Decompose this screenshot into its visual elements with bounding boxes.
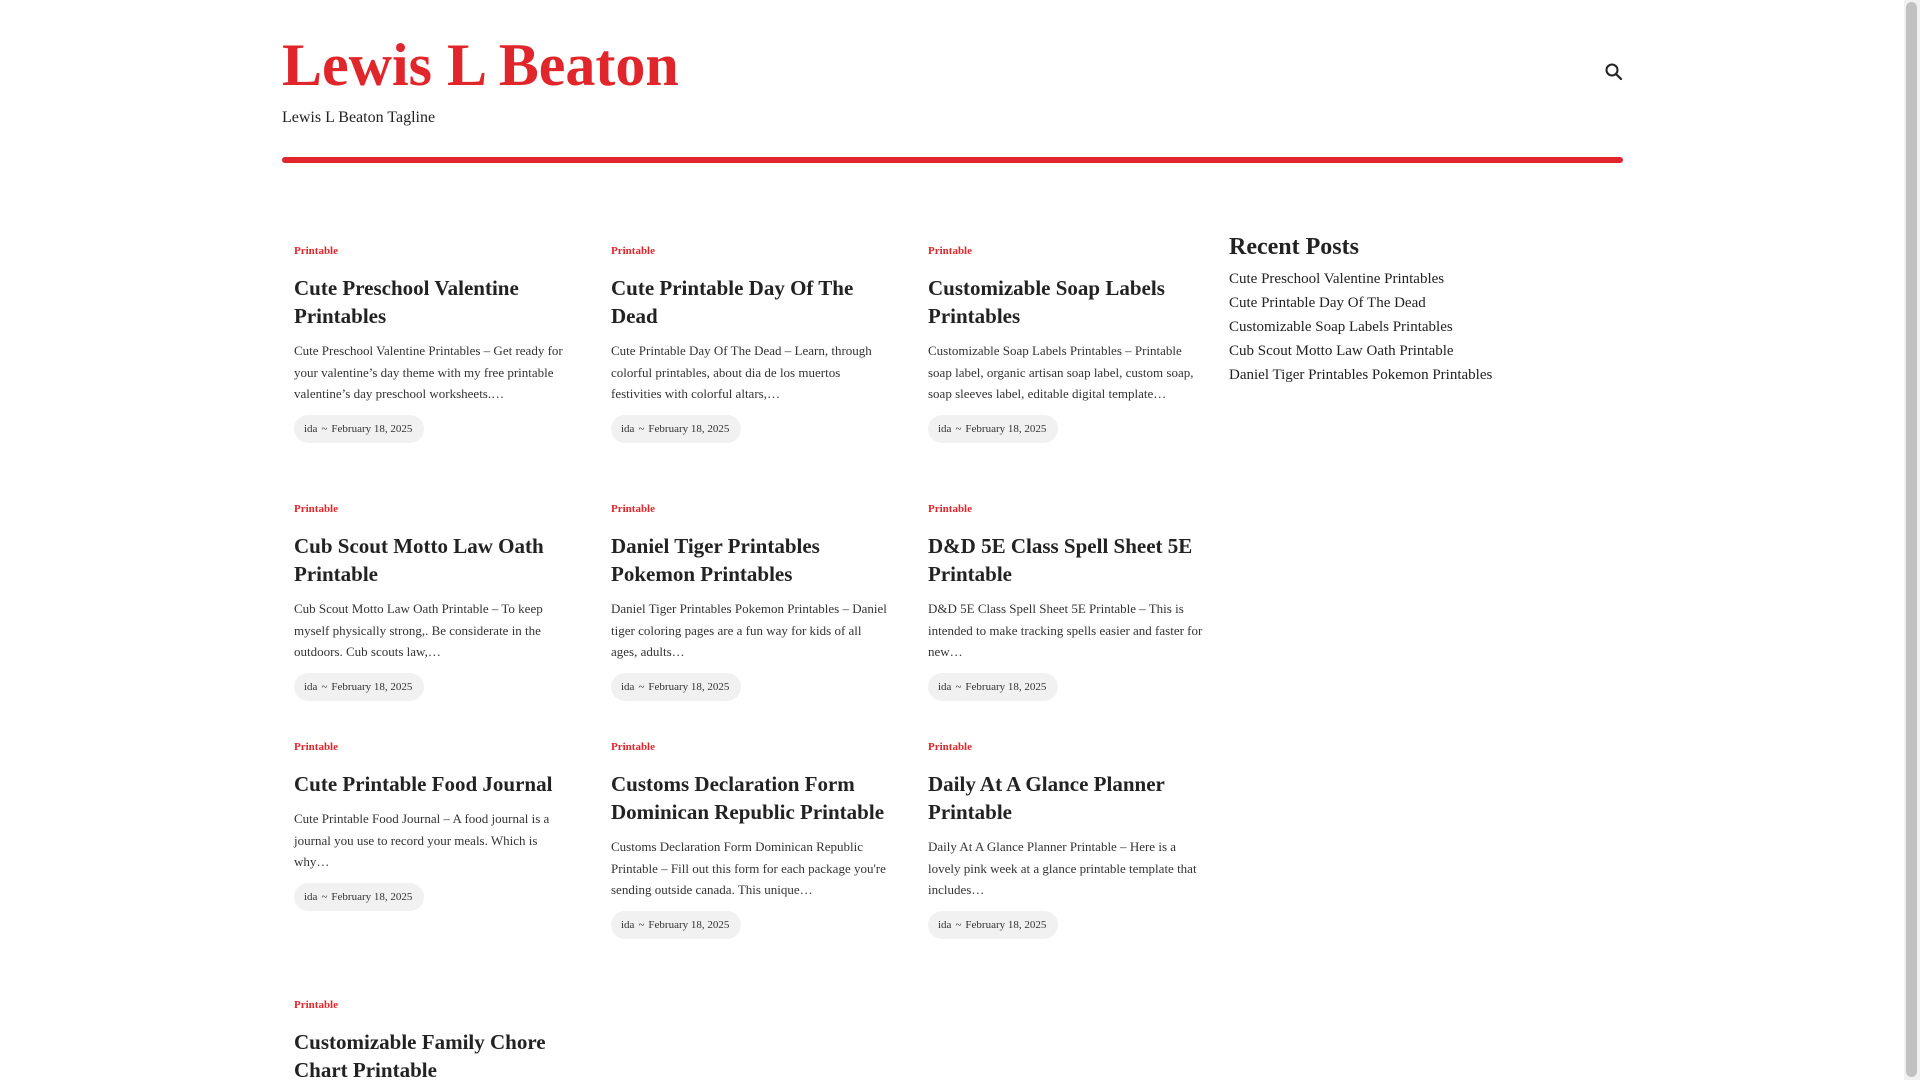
scrollbar-thumb[interactable] (1906, 2, 1917, 1077)
post-date[interactable]: February 18, 2025 (331, 422, 413, 435)
separator-icon: ~ (955, 422, 962, 435)
post-excerpt: Customizable Soap Labels Printables – Printable soap label, organic artisan soap label, custom soap, soap sleeves label, editable digital template… (928, 343, 1194, 401)
post-meta (294, 673, 424, 701)
post-category[interactable]: Printable (928, 245, 972, 257)
post-category[interactable]: Printable (294, 999, 338, 1011)
post-category[interactable]: Printable (928, 503, 972, 515)
post-category[interactable]: Printable (611, 741, 655, 753)
header-divider (282, 157, 1623, 163)
post-meta (611, 911, 741, 939)
post-author[interactable]: ida (621, 918, 635, 931)
separator-icon: ~ (638, 422, 645, 435)
post-meta (928, 911, 1058, 939)
post-excerpt: Customs Declaration Form Dominican Republic Printable – Fill out this form for each package you're sending outside canada. This unique… (611, 839, 886, 897)
post-excerpt: D&D 5E Class Spell Sheet 5E Printable – This is intended to make tracking spells easier and faster for new… (928, 601, 1203, 659)
post-meta (611, 673, 741, 701)
separator-icon: ~ (955, 680, 962, 693)
post-date[interactable]: February 18, 2025 (331, 680, 413, 693)
post-excerpt: Cute Printable Food Journal – A food journal is a journal you use to record your meals. Which is why… (294, 811, 550, 869)
post-card (928, 502, 1206, 701)
post-title[interactable]: Cute Preschool Valentine Printables (294, 276, 519, 328)
post-title[interactable]: Cute Printable Food Journal (294, 772, 553, 796)
post-card (611, 244, 889, 443)
recent-post-link[interactable]: Cute Printable Day Of The Dead (1229, 295, 1426, 311)
post-title[interactable]: D&D 5E Class Spell Sheet 5E Printable (928, 534, 1193, 586)
separator-icon: ~ (321, 680, 328, 693)
post-card (294, 244, 572, 443)
post-author[interactable]: ida (938, 422, 952, 435)
post-title[interactable]: Customizable Family Chore Chart Printable (294, 1030, 546, 1082)
post-category[interactable]: Printable (611, 503, 655, 515)
post-excerpt: Daily At A Glance Planner Printable – Here is a lovely pink week at a glance printable template that includes… (928, 839, 1197, 897)
post-date[interactable]: February 18, 2025 (965, 918, 1047, 931)
post-card (928, 740, 1206, 939)
post-meta (294, 883, 424, 911)
post-meta (611, 415, 741, 443)
post-excerpt: Cute Printable Day Of The Dead – Learn, through colorful printables, about dia de los muertos festivities with colorful altars,… (611, 343, 872, 401)
post-excerpt: Cub Scout Motto Law Oath Printable – To keep myself physically strong,. Be considerate in the outdoors. Cub scouts law,… (294, 601, 543, 659)
post-excerpt: Cute Preschool Valentine Printables – Get ready for your valentine’s day theme with my free printable valentine’s day preschool worksheets.… (294, 343, 563, 401)
site-tagline: Lewis L Beaton Tagline (282, 109, 436, 126)
post-category[interactable]: Printable (611, 245, 655, 257)
post-category[interactable]: Printable (928, 741, 972, 753)
post-author[interactable]: ida (304, 680, 318, 693)
post-date[interactable]: February 18, 2025 (965, 422, 1047, 435)
separator-icon: ~ (955, 918, 962, 931)
post-card (294, 502, 572, 701)
post-card (611, 740, 889, 939)
post-date[interactable]: February 18, 2025 (331, 890, 413, 903)
search-icon[interactable] (1604, 62, 1624, 82)
recent-posts-widget (1229, 231, 1549, 387)
post-author[interactable]: ida (938, 680, 952, 693)
separator-icon: ~ (321, 890, 328, 903)
post-title[interactable]: Cute Printable Day Of The Dead (611, 276, 854, 328)
post-meta (294, 415, 424, 443)
post-date[interactable]: February 18, 2025 (965, 680, 1047, 693)
post-card (294, 998, 572, 1084)
recent-post-link[interactable]: Cute Preschool Valentine Printables (1229, 271, 1445, 287)
post-author[interactable]: ida (304, 890, 318, 903)
post-date[interactable]: February 18, 2025 (648, 422, 730, 435)
recent-posts-list (1229, 267, 1549, 387)
separator-icon: ~ (638, 680, 645, 693)
post-title[interactable]: Daily At A Glance Planner Printable (928, 772, 1165, 824)
separator-icon: ~ (321, 422, 328, 435)
post-excerpt: Daniel Tiger Printables Pokemon Printables – Daniel tiger coloring pages are a fun way for kids of all ages, adults… (611, 601, 887, 659)
post-card (928, 244, 1206, 443)
post-author[interactable]: ida (938, 918, 952, 931)
recent-post-link[interactable]: Cub Scout Motto Law Oath Printable (1229, 343, 1454, 359)
post-title[interactable]: Cub Scout Motto Law Oath Printable (294, 534, 544, 586)
post-title[interactable]: Customizable Soap Labels Printables (928, 276, 1165, 328)
post-category[interactable]: Printable (294, 245, 338, 257)
recent-posts-heading: Recent Posts (1229, 234, 1359, 260)
post-date[interactable]: February 18, 2025 (648, 680, 730, 693)
post-date[interactable]: February 18, 2025 (648, 918, 730, 931)
post-meta (928, 673, 1058, 701)
post-card (611, 502, 889, 701)
post-title[interactable]: Customs Declaration Form Dominican Republic Printable (611, 772, 885, 824)
site-title[interactable]: Lewis L Beaton (282, 32, 679, 98)
recent-post-link[interactable]: Customizable Soap Labels Printables (1229, 319, 1453, 335)
separator-icon: ~ (638, 918, 645, 931)
post-author[interactable]: ida (621, 680, 635, 693)
post-meta (928, 415, 1058, 443)
post-title[interactable]: Daniel Tiger Printables Pokemon Printables (611, 534, 820, 586)
post-category[interactable]: Printable (294, 741, 338, 753)
post-author[interactable]: ida (621, 422, 635, 435)
post-category[interactable]: Printable (294, 503, 338, 515)
recent-post-link[interactable]: Daniel Tiger Printables Pokemon Printables (1229, 367, 1493, 383)
post-card (294, 740, 572, 911)
post-author[interactable]: ida (304, 422, 318, 435)
